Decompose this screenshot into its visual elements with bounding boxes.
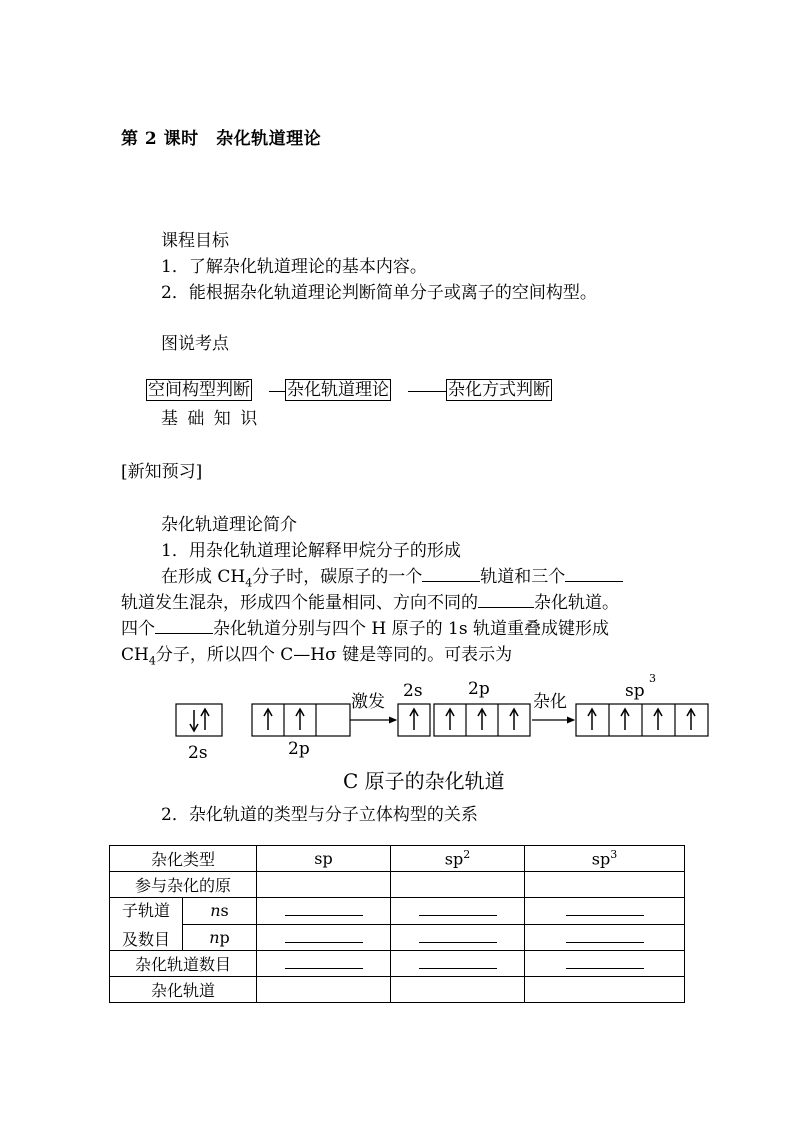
connector-line-2: [408, 391, 446, 392]
row-orbital-count-label: [110, 898, 183, 951]
row-label-line-1: 子轨道: [121, 901, 170, 920]
blank-2[interactable]: [565, 565, 623, 582]
answer-cell[interactable]: [257, 898, 391, 925]
page-title: 第 2 课时 杂化轨道理论: [121, 129, 322, 149]
box-hybrid-theory: 杂化轨道理论: [287, 380, 389, 400]
excite-label: 激发: [351, 692, 385, 712]
table-row: [110, 898, 685, 925]
answer-cell[interactable]: [391, 924, 525, 951]
sp3-sup: 3: [610, 848, 618, 862]
table-row: [110, 872, 685, 898]
section-1-heading: 1．用杂化轨道理论解释甲烷分子的形成: [161, 541, 461, 561]
row-hybrid-orbital-label: 杂化轨道: [110, 977, 257, 1003]
blank-3[interactable]: [478, 591, 534, 608]
cell: [391, 977, 525, 1003]
p4-text-b: 分子，所以四个 C—Hσ 键是等同的。可表示为: [155, 645, 513, 665]
diagram-caption: C 原子的杂化轨道: [343, 769, 505, 793]
np-label: [183, 924, 257, 951]
answer-cell[interactable]: [257, 951, 391, 977]
cell: [257, 977, 391, 1003]
row-participating-label: 参与杂化的原: [110, 872, 257, 898]
cell: [391, 872, 525, 898]
p3-text-b: 杂化轨道分别与四个 H 原子的 1s 轨道重叠成键形成: [213, 619, 609, 639]
header-sp2: [391, 846, 525, 872]
answer-cell[interactable]: [391, 951, 525, 977]
blank-4[interactable]: [155, 617, 213, 634]
hybrid-label: 杂化: [533, 692, 567, 712]
section-2-heading: 2．杂化轨道的类型与分子立体构型的关系: [161, 805, 478, 825]
goal-item-2: 2．能根据杂化轨道理论判断简单分子或离子的空间构型。: [161, 283, 597, 303]
np-n: n: [209, 927, 220, 947]
ns-s: s: [220, 901, 229, 921]
table-row: [110, 951, 685, 977]
table-row: [110, 846, 685, 872]
label-2s-top: 2s: [403, 681, 423, 701]
orbital-diagram: [170, 672, 715, 797]
answer-cell[interactable]: [525, 898, 685, 925]
label-2p-top: 2p: [468, 679, 490, 699]
p1-text-a: 在形成 CH: [161, 567, 246, 587]
row-hybrid-count-label: 杂化轨道数目: [110, 951, 257, 977]
label-sp3-superscript: 3: [649, 672, 656, 685]
table-row: [110, 924, 685, 951]
table-row: [110, 977, 685, 1003]
goals-heading: 课程目标: [161, 231, 229, 251]
box-hybrid-judgment: 杂化方式判断: [448, 380, 550, 400]
cell: [525, 872, 685, 898]
row-label-line-2: 及数目: [121, 930, 170, 949]
np-p: p: [219, 927, 230, 947]
ns-n: n: [210, 901, 221, 921]
header-sp3: [525, 846, 685, 872]
sp2-base: sp: [444, 849, 464, 869]
p4-text-a: CH: [121, 645, 149, 665]
goal-item-1: 1．了解杂化轨道理论的基本内容。: [161, 257, 427, 277]
answer-cell[interactable]: [391, 898, 525, 925]
points-heading: 图说考点: [161, 334, 229, 354]
cell: [257, 872, 391, 898]
label-sp3: sp: [625, 681, 645, 701]
paragraph-line-3: [121, 614, 609, 639]
p1-text-b: 分子时，碳原子的一个: [252, 567, 423, 587]
connector-line-1: [269, 391, 285, 392]
box-structure-judgment: 空间构型判断: [148, 380, 250, 400]
p3-text-a: 四个: [121, 619, 155, 639]
p2-text-a: 轨道发生混杂，形成四个能量相同、方向不同的: [121, 593, 478, 613]
p1-text-c: 轨道和三个: [480, 567, 566, 587]
hybrid-table: [109, 845, 685, 1003]
cell: [525, 977, 685, 1003]
basics-heading: 基 础 知 识: [161, 409, 260, 429]
ground-2s-box: [176, 704, 222, 736]
header-sp: sp: [257, 846, 391, 872]
ns-label: [183, 898, 257, 925]
header-hybrid-type: 杂化类型: [110, 846, 257, 872]
label-2p-bottom: 2p: [288, 739, 310, 759]
answer-cell[interactable]: [257, 924, 391, 951]
blank-1[interactable]: [422, 565, 480, 582]
preview-heading: [新知预习]: [121, 462, 203, 482]
ground-2p-box: [252, 704, 350, 736]
sp2-sup: 2: [463, 848, 471, 862]
label-2s-bottom: 2s: [188, 743, 208, 763]
sp3-base: sp: [591, 849, 611, 869]
paragraph-line-2: [121, 588, 619, 613]
preview-subheading: 杂化轨道理论简介: [161, 515, 297, 535]
answer-cell[interactable]: [525, 951, 685, 977]
ch4-subscript-2: 4: [148, 654, 156, 668]
answer-cell[interactable]: [525, 924, 685, 951]
ch4-subscript: 4: [245, 576, 253, 590]
paragraph-line-4: [121, 640, 512, 667]
paragraph-line-1: [161, 562, 623, 589]
p2-text-b: 杂化轨道。: [534, 593, 619, 613]
